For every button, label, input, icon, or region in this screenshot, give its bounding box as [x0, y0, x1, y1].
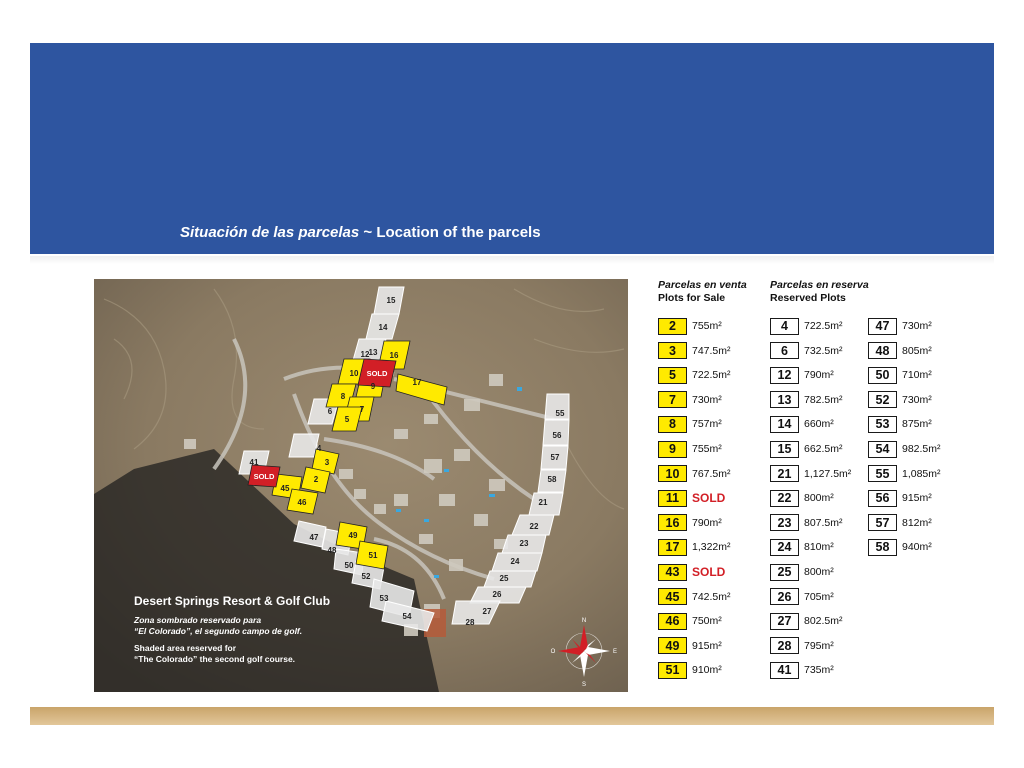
legend-entry: [868, 391, 932, 409]
legend-entry: [770, 440, 843, 458]
legend-entry: [658, 588, 731, 606]
plot-number-box: 50: [868, 367, 897, 384]
plot-area: 732.5m²: [804, 344, 843, 357]
legend-entry: [868, 514, 932, 532]
legend-entry: [658, 440, 722, 458]
svg-text:5: 5: [344, 415, 350, 424]
plot-number-box: 45: [658, 588, 687, 605]
plot-area: 662.5m²: [804, 443, 843, 455]
sale-legend-header: [658, 279, 747, 305]
legend-entry: [658, 342, 731, 360]
svg-text:57: 57: [550, 453, 560, 462]
svg-text:14: 14: [378, 323, 388, 332]
svg-text:17: 17: [412, 378, 422, 387]
svg-text:9: 9: [370, 382, 376, 391]
note-spanish-2: “El Colorado”, el segundo campo de golf.: [134, 626, 303, 636]
title-english: Location of the parcels: [376, 224, 541, 241]
note-english-1: Shaded area reserved for: [134, 643, 237, 653]
plot-area: 800m²: [804, 492, 834, 505]
legend-entry: [658, 489, 725, 507]
plot-number-box: 7: [658, 391, 687, 408]
header-banner: [30, 43, 994, 254]
plot-number-box: 55: [868, 465, 897, 482]
plot-area: 1,322m²: [692, 541, 731, 554]
plot-area: 730m²: [902, 320, 932, 332]
plot-number-box: 8: [658, 416, 687, 433]
sale-header-en: Plots for Sale: [658, 292, 726, 304]
plot-area: 910m²: [692, 664, 722, 677]
plot-number-box: 10: [658, 465, 687, 482]
svg-text:6: 6: [327, 407, 333, 416]
page-title: [180, 224, 541, 241]
plot-number-box: 51: [658, 662, 687, 679]
plot-number-box: 41: [770, 662, 799, 679]
svg-text:53: 53: [379, 594, 389, 603]
site-map: [94, 279, 628, 692]
legend-entry: [868, 465, 941, 483]
svg-text:27: 27: [482, 607, 492, 616]
legend-entry: [658, 391, 722, 409]
legend-entry: [658, 637, 722, 655]
legend-entry: [770, 465, 851, 483]
svg-text:E: E: [612, 649, 618, 655]
plot-area: 705m²: [804, 590, 834, 603]
legend-entry: [658, 563, 725, 581]
plot-number-box: 26: [770, 588, 799, 605]
plot-number-box: 56: [868, 490, 897, 507]
plot-area: 1,127.5m²: [804, 467, 852, 480]
plot-area: 800m²: [804, 566, 834, 578]
svg-text:10: 10: [349, 369, 359, 378]
note-spanish-1: Zona sombrado reservado para: [134, 615, 262, 625]
svg-text:26: 26: [492, 590, 502, 599]
plot-number-box: 54: [868, 441, 897, 458]
plot-area: 915m²: [692, 639, 722, 652]
svg-text:23: 23: [519, 539, 529, 548]
plot-number-box: 58: [868, 539, 897, 556]
plot-number-box: 25: [770, 564, 799, 581]
svg-text:12: 12: [360, 350, 370, 359]
sold-label: SOLD: [692, 565, 726, 579]
plot-number-box: 23: [770, 514, 799, 531]
svg-text:SOLD: SOLD: [253, 472, 275, 481]
legend-entry: [770, 489, 834, 507]
divider-stripe: [30, 256, 994, 264]
plot-number-box: 28: [770, 637, 799, 654]
plot-number-box: 15: [770, 441, 799, 458]
legend-entry: [658, 514, 722, 532]
plot-area: 755m²: [692, 320, 722, 332]
legend-entry: [770, 366, 834, 384]
legend-entry: [658, 317, 722, 335]
plot-number-box: 57: [868, 514, 897, 531]
plot-area: 915m²: [902, 492, 932, 505]
svg-text:24: 24: [510, 557, 520, 566]
plot-area: 722.5m²: [804, 320, 843, 332]
plot-number-box: 9: [658, 441, 687, 458]
plot-number-box: 6: [770, 342, 799, 359]
plot-number-box: 27: [770, 613, 799, 630]
plot-number-box: 5: [658, 367, 687, 384]
svg-text:2: 2: [313, 475, 319, 484]
plot-area: 722.5m²: [692, 369, 731, 382]
legend-entry: [770, 415, 834, 433]
plot-number-box: 46: [658, 613, 687, 630]
svg-text:4: 4: [316, 444, 322, 453]
plot-area: 747.5m²: [692, 344, 731, 357]
plot-number-box: 12: [770, 367, 799, 384]
sold-label: SOLD: [692, 491, 726, 506]
svg-text:47: 47: [309, 533, 319, 542]
plot-number-box: 43: [658, 564, 687, 581]
plot-area: 790m²: [692, 516, 722, 529]
svg-text:8: 8: [340, 392, 346, 401]
resort-name: Desert Springs Resort & Golf Club: [134, 594, 331, 608]
svg-text:O: O: [550, 649, 556, 655]
legend-entry: [770, 588, 834, 606]
plot-area: 750m²: [692, 615, 722, 628]
legend-entry: [770, 637, 834, 655]
plot-area: 735m²: [804, 664, 834, 677]
legend-entry: [658, 612, 722, 630]
legend-entry: [658, 415, 722, 433]
legend-entry: [868, 317, 932, 335]
legend-entry: [770, 342, 843, 360]
legend-entry: [770, 317, 843, 335]
svg-text:54: 54: [402, 612, 412, 621]
plot-number-box: 48: [868, 342, 897, 359]
plot-area: 875m²: [902, 418, 932, 431]
plot-number-box: 47: [868, 318, 897, 335]
svg-text:45: 45: [280, 484, 290, 493]
plot-area: 730m²: [902, 393, 932, 406]
legend-entry: [658, 661, 722, 679]
footer-gold-band: [30, 707, 994, 725]
svg-text:15: 15: [386, 296, 396, 305]
plot-area: 1,085m²: [902, 467, 941, 480]
plot-area: 790m²: [804, 369, 834, 382]
svg-text:48: 48: [327, 546, 337, 555]
plot-area: 782.5m²: [804, 393, 843, 406]
legend-entry: [868, 366, 932, 384]
legend-entry: [770, 612, 843, 630]
plot-area: 767.5m²: [692, 467, 731, 480]
legend-entry: [658, 366, 731, 384]
legend-entry: [770, 391, 843, 409]
plot-number-box: 3: [658, 342, 687, 359]
svg-text:25: 25: [499, 574, 509, 583]
svg-text:50: 50: [344, 561, 354, 570]
svg-text:56: 56: [552, 431, 562, 440]
title-separator: ~: [359, 224, 377, 241]
svg-text:N: N: [581, 618, 587, 624]
legend-entry: [868, 440, 941, 458]
plot-number-box: 16: [658, 514, 687, 531]
reserved-header-es: Parcelas en reserva: [770, 279, 869, 291]
reserved-legend-header: [770, 279, 869, 305]
plot-number-box: 17: [658, 539, 687, 556]
plot-area: 812m²: [902, 516, 932, 529]
svg-text:SOLD: SOLD: [366, 369, 388, 378]
plot-area: 742.5m²: [692, 590, 731, 603]
svg-text:16: 16: [389, 351, 399, 360]
svg-text:49: 49: [348, 531, 358, 540]
svg-text:52: 52: [361, 572, 371, 581]
legend-entry: [770, 514, 843, 532]
plot-number-box: 24: [770, 539, 799, 556]
sale-header-es: Parcelas en venta: [658, 279, 747, 291]
legend-entry: [658, 538, 731, 556]
legend-entry: [868, 415, 932, 433]
svg-text:3: 3: [324, 458, 330, 467]
svg-text:41: 41: [249, 458, 259, 467]
svg-text:13: 13: [368, 348, 378, 357]
plot-area: 755m²: [692, 443, 722, 455]
plot-number-box: 13: [770, 391, 799, 408]
note-english-2: “The Colorado” the second golf course.: [134, 654, 296, 664]
reserved-header-en: Reserved Plots: [770, 292, 846, 304]
svg-text:S: S: [581, 682, 587, 688]
plot-number-box: 14: [770, 416, 799, 433]
plot-area: 805m²: [902, 344, 932, 357]
plot-area: 940m²: [902, 541, 932, 554]
plot-number-box: 2: [658, 318, 687, 335]
plot-area: 802.5m²: [804, 615, 843, 628]
svg-text:21: 21: [538, 498, 548, 507]
plot-area: 757m²: [692, 418, 722, 431]
plot-area: 660m²: [804, 418, 834, 431]
svg-text:22: 22: [529, 522, 539, 531]
svg-text:46: 46: [297, 498, 307, 507]
plot-area: 982.5m²: [902, 443, 941, 455]
plot-area: 795m²: [804, 639, 834, 652]
legend-entry: [770, 563, 834, 581]
svg-text:7: 7: [359, 405, 365, 414]
plot-area: 710m²: [902, 369, 932, 382]
svg-text:28: 28: [465, 618, 475, 627]
svg-text:58: 58: [547, 475, 557, 484]
svg-text:51: 51: [368, 551, 378, 560]
legend-entry: [770, 661, 834, 679]
plot-number-box: 52: [868, 391, 897, 408]
legend-entry: [658, 465, 731, 483]
plot-number-box: 53: [868, 416, 897, 433]
plot-number-box: 11: [658, 490, 687, 507]
plot-number-box: 21: [770, 465, 799, 482]
svg-text:55: 55: [555, 409, 565, 418]
title-spanish: Situación de las parcelas: [180, 224, 360, 241]
plot-number-box: 22: [770, 490, 799, 507]
plot-area: 810m²: [804, 541, 834, 554]
legend-entry: [868, 342, 932, 360]
legend-entry: [770, 538, 834, 556]
plot-number-box: 49: [658, 637, 687, 654]
plot-number-box: 4: [770, 318, 799, 335]
plot-area: 730m²: [692, 393, 722, 406]
legend-entry: [868, 538, 932, 556]
plot-area: 807.5m²: [804, 516, 843, 529]
legend-entry: [868, 489, 932, 507]
